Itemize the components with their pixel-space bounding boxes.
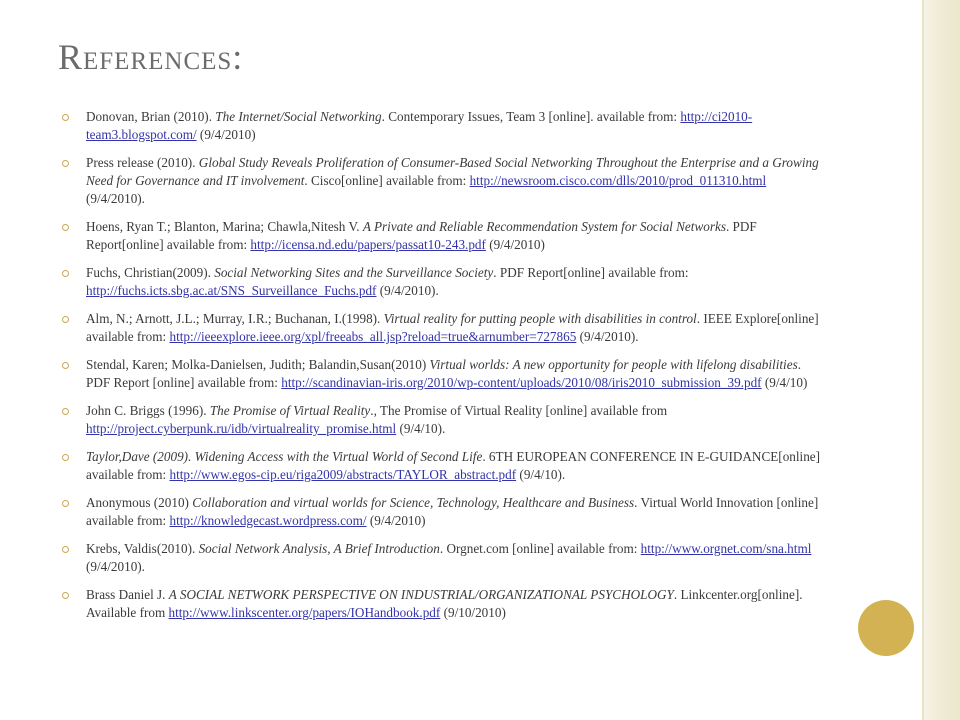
ref-title: Virtual worlds: A new opportunity for people with lifelong disabilities (429, 357, 798, 372)
right-decorative-strip (924, 0, 960, 720)
ref-link[interactable]: http://project.cyberpunk.ru/idb/virtualreality_promise.html (86, 421, 397, 436)
reference-item (62, 494, 822, 530)
ref-source: . PDF Report [online] available from: (86, 357, 801, 390)
ref-authors: John C. Briggs (1996). (86, 403, 210, 418)
reference-item (62, 310, 822, 346)
ref-link[interactable]: http://scandinavian-iris.org/2010/wp-content/uploads/2010/08/iris2010_submission_39.pdf (281, 375, 762, 390)
reference-item (62, 108, 822, 144)
ref-date: (9/4/2010) (485, 237, 545, 252)
ref-source: . Cisco[online] available from: (304, 173, 470, 188)
ref-authors: Alm, N.; Arnott, J.L.; Murray, I.R.; Buchanan, I.(1998). (86, 311, 384, 326)
ref-date: (9/4/2010) (196, 127, 256, 142)
ref-link[interactable]: http://icensa.nd.edu/papers/passat10-243.pdf (250, 237, 486, 252)
ref-title: The Promise of Virtual Reality (209, 403, 371, 418)
page-title: References: (58, 37, 244, 77)
ref-authors: Stendal, Karen; Molka-Danielsen, Judith; Balandin,Susan(2010) (86, 357, 430, 372)
reference-item (62, 586, 822, 622)
decorative-circle (858, 600, 914, 656)
bullet-icon (62, 408, 69, 415)
ref-title: Social Networking Sites and the Surveillance Society (214, 265, 494, 280)
ref-source: . Virtual World Innovation [online] available from: (86, 495, 819, 528)
bullet-icon (62, 160, 69, 167)
bullet-icon (62, 454, 69, 461)
ref-source: . IEEE Explore[online] available from: (86, 311, 819, 344)
ref-title: Social Network Analysis, A Brief Introduction (198, 541, 440, 556)
bullet-icon (62, 114, 69, 121)
ref-date: (9/4/2010). (86, 191, 145, 206)
reference-item (62, 218, 822, 254)
ref-link[interactable]: http://www.linkscenter.org/papers/IOHandbook.pdf (168, 605, 441, 620)
ref-authors: Krebs, Valdis(2010). (86, 541, 199, 556)
reference-item (62, 402, 822, 438)
ref-date: (9/4/2010). (576, 329, 639, 344)
ref-source: . Contemporary Issues, Team 3 [online]. available from: (381, 109, 681, 124)
ref-link[interactable]: http://www.egos-cip.eu/riga2009/abstracts/TAYLOR_abstract.pdf (169, 467, 517, 482)
ref-authors: Fuchs, Christian(2009). (86, 265, 215, 280)
ref-title: Virtual reality for putting people with disabilities in control (383, 311, 697, 326)
reference-item (62, 154, 822, 208)
ref-date: (9/4/2010). (376, 283, 439, 298)
ref-authors: Anonymous (2010) (86, 495, 193, 510)
ref-title: A Private and Reliable Recommendation System for Social Networks (362, 219, 726, 234)
ref-source: . PDF Report[online] available from: (493, 265, 689, 280)
ref-source: . 6TH EUROPEAN CONFERENCE IN E-GUIDANCE[online] available from: (86, 449, 821, 482)
ref-link[interactable]: http://fuchs.icts.sbg.ac.at/SNS_Surveillance_Fuchs.pdf (86, 283, 377, 298)
ref-source: . Linkcenter.org[online]. Available from (86, 587, 803, 620)
reference-item (62, 448, 822, 484)
ref-link[interactable]: http://ieeexplore.ieee.org/xpl/freeabs_all.jsp?reload=true&arnumber=727865 (169, 329, 577, 344)
ref-date: (9/10/2010) (440, 605, 506, 620)
ref-source: . Orgnet.com [online] available from: (439, 541, 641, 556)
bullet-icon (62, 316, 69, 323)
ref-date: (9/4/10). (516, 467, 566, 482)
ref-authors: Hoens, Ryan T.; Blanton, Marina; Chawla,Nitesh V. (86, 219, 363, 234)
ref-title: Taylor,Dave (2009). Widening Access with the Virtual World of Second Life (86, 449, 483, 464)
ref-date: (9/4/10). (396, 421, 446, 436)
ref-link[interactable]: http://www.orgnet.com/sna.html (640, 541, 812, 556)
reference-list (62, 108, 822, 632)
ref-date: (9/4/2010). (86, 559, 145, 574)
bullet-icon (62, 362, 69, 369)
ref-authors: Donovan, Brian (2010). (86, 109, 216, 124)
bullet-icon (62, 500, 69, 507)
bullet-icon (62, 592, 69, 599)
bullet-icon (62, 224, 69, 231)
ref-link[interactable]: http://ci2010-team3.blogspot.com/ (86, 109, 753, 142)
bullet-icon (62, 270, 69, 277)
ref-title: Global Study Reveals Proliferation of Consumer-Based Social Networking Throughout the Enterprise and a Growing Need for Governance and IT involvement (86, 155, 819, 188)
reference-item (62, 540, 822, 576)
ref-title: Collaboration and virtual worlds for Science, Technology, Healthcare and Business (192, 495, 635, 510)
ref-date: (9/4/10) (761, 375, 808, 390)
ref-link[interactable]: http://knowledgecast.wordpress.com/ (169, 513, 367, 528)
ref-link[interactable]: http://newsroom.cisco.com/dlls/2010/prod_011310.html (469, 173, 767, 188)
ref-source: ., The Promise of Virtual Reality [online] available from (370, 403, 668, 418)
ref-date: (9/4/2010) (366, 513, 426, 528)
bullet-icon (62, 546, 69, 553)
ref-title: A SOCIAL NETWORK PERSPECTIVE ON INDUSTRIAL/ORGANIZATIONAL PSYCHOLOGY (168, 587, 674, 602)
ref-authors: Brass Daniel J. (86, 587, 169, 602)
ref-title: The Internet/Social Networking (215, 109, 382, 124)
reference-item (62, 264, 822, 300)
reference-item (62, 356, 822, 392)
ref-authors: Press release (2010). (86, 155, 199, 170)
ref-source: . PDF Report[online] available from: (86, 219, 757, 252)
